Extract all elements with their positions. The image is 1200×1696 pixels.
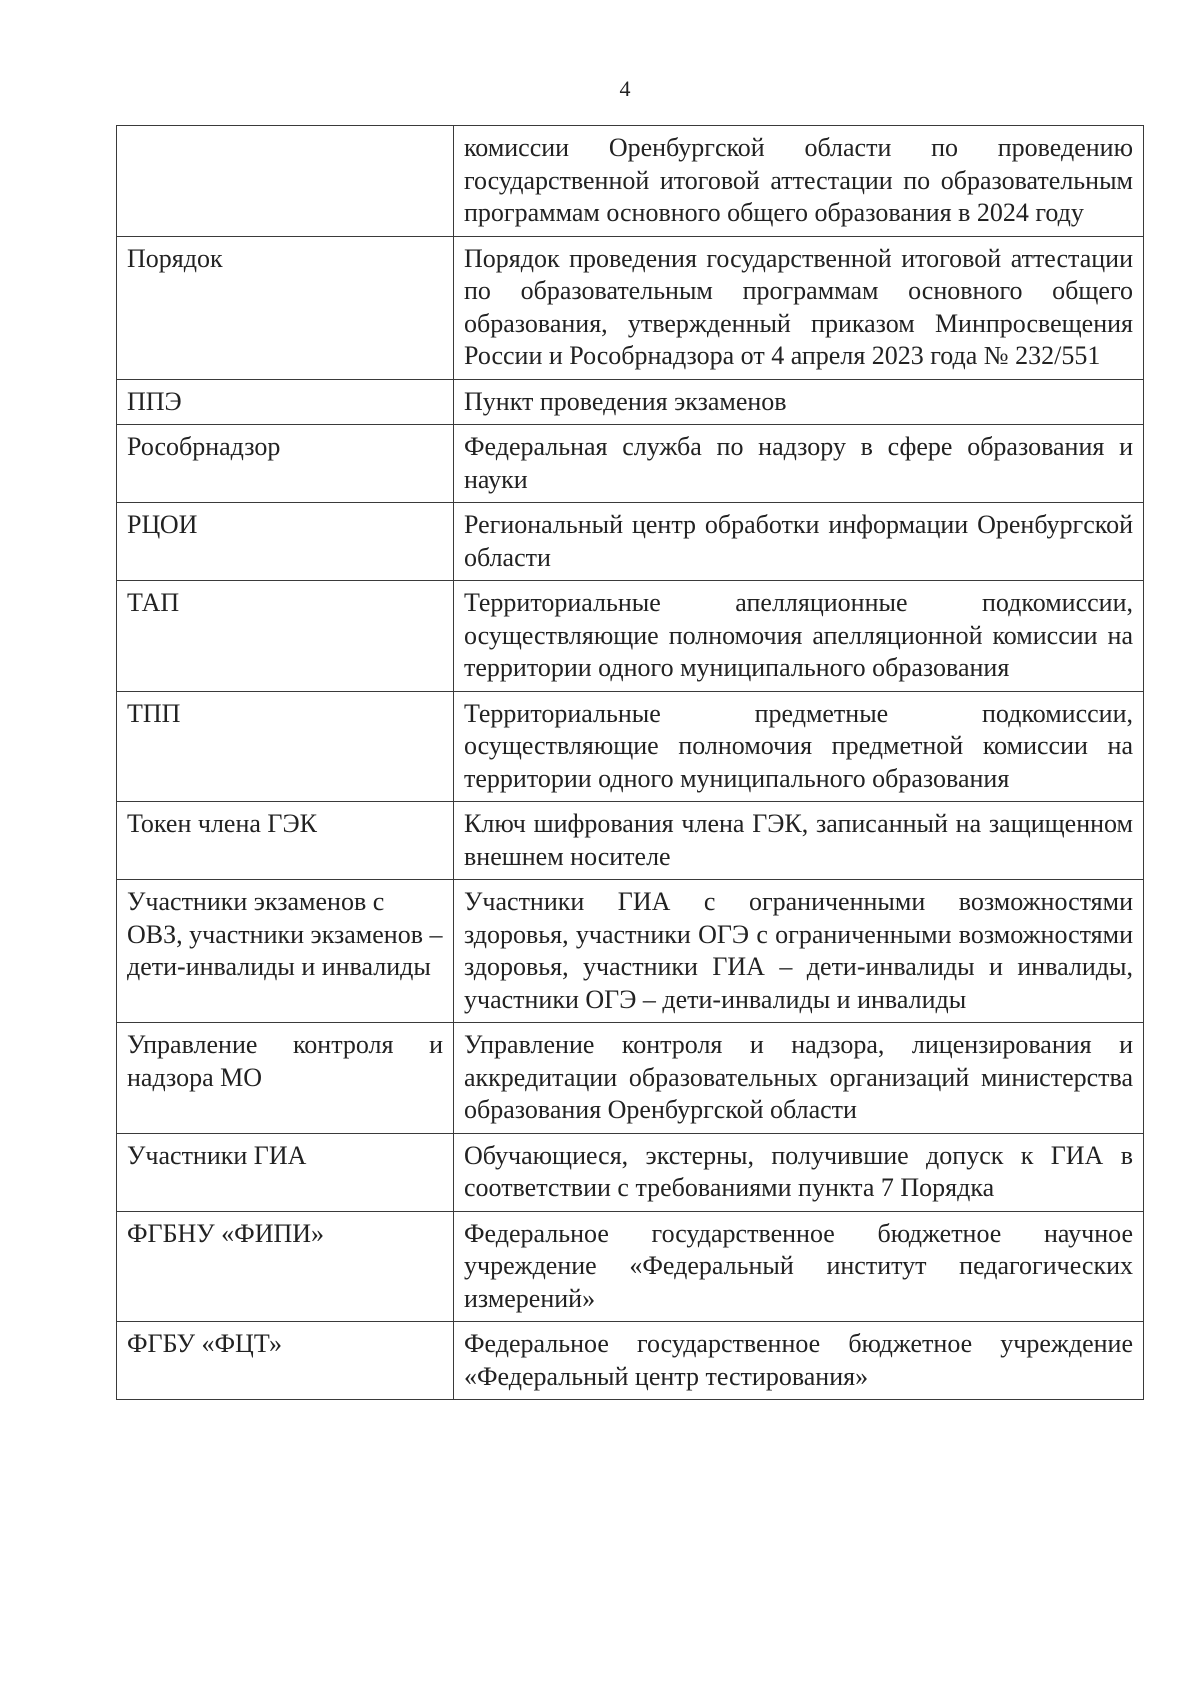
- definition-cell: Пункт проведения экзаменов: [454, 379, 1144, 425]
- term-cell: ТАП: [117, 581, 454, 692]
- table-row: [117, 503, 1144, 581]
- table-row: [117, 126, 1144, 237]
- abbreviations-table: [116, 125, 1144, 1400]
- term-cell: ФГБНУ «ФИПИ»: [117, 1211, 454, 1322]
- term-cell: Управление контроля и надзора МО: [117, 1023, 454, 1134]
- definition-cell: Обучающиеся, экстерны, получившие допуск к ГИА в соответствии с требованиями пункта 7 Порядка: [454, 1133, 1144, 1211]
- definition-cell: Территориальные предметные подкомиссии, осуществляющие полномочия предметной комиссии на территории одного муниципального образования: [454, 691, 1144, 802]
- term-cell: ФГБУ «ФЦТ»: [117, 1322, 454, 1400]
- term-cell: Токен члена ГЭК: [117, 802, 454, 880]
- definition-cell: Ключ шифрования члена ГЭК, записанный на защищенном внешнем носителе: [454, 802, 1144, 880]
- term-cell: Порядок: [117, 236, 454, 379]
- definition-cell: Территориальные апелляционные подкомиссии, осуществляющие полномочия апелляционной комиссии на территории одного муниципального образования: [454, 581, 1144, 692]
- table-row: [117, 1211, 1144, 1322]
- table-row: [117, 1023, 1144, 1134]
- table-row: [117, 581, 1144, 692]
- term-cell: Участники экзаменов с ОВЗ, участники экзаменов – дети-инвалиды и инвалиды: [117, 880, 454, 1023]
- term-cell: Рособрнадзор: [117, 425, 454, 503]
- definition-cell: Управление контроля и надзора, лицензирования и аккредитации образовательных организаций министерства образования Оренбургской области: [454, 1023, 1144, 1134]
- term-cell: ТПП: [117, 691, 454, 802]
- table-row: [117, 236, 1144, 379]
- definition-cell: Федеральное государственное бюджетное научное учреждение «Федеральный институт педагогических измерений»: [454, 1211, 1144, 1322]
- table-row: [117, 691, 1144, 802]
- definition-cell: Федеральная служба по надзору в сфере образования и науки: [454, 425, 1144, 503]
- term-cell: [117, 126, 454, 237]
- definition-cell: Федеральное государственное бюджетное учреждение «Федеральный центр тестирования»: [454, 1322, 1144, 1400]
- definition-cell: Региональный центр обработки информации Оренбургской области: [454, 503, 1144, 581]
- definition-cell: Участники ГИА с ограниченными возможностями здоровья, участники ОГЭ с ограниченными возможностями здоровья, участники ГИА – дети-инвалиды и инвалиды, участники ОГЭ – дети-инвалиды и инвалиды: [454, 880, 1144, 1023]
- table-row: [117, 425, 1144, 503]
- definition-cell: комиссии Оренбургской области по проведению государственной итоговой аттестации по образовательным программам основного общего образования в 2024 году: [454, 126, 1144, 237]
- page-number: 4: [619, 76, 631, 101]
- table-row: [117, 802, 1144, 880]
- term-cell: РЦОИ: [117, 503, 454, 581]
- table-row: [117, 1133, 1144, 1211]
- table-row: [117, 1322, 1144, 1400]
- term-cell: ППЭ: [117, 379, 454, 425]
- table-row: [117, 379, 1144, 425]
- definition-cell: Порядок проведения государственной итоговой аттестации по образовательным программам основного общего образования, утвержденный приказом Минпросвещения России и Рособрнадзора от 4 апреля 2023 года № 232/551: [454, 236, 1144, 379]
- term-cell: Участники ГИА: [117, 1133, 454, 1211]
- table-row: [117, 880, 1144, 1023]
